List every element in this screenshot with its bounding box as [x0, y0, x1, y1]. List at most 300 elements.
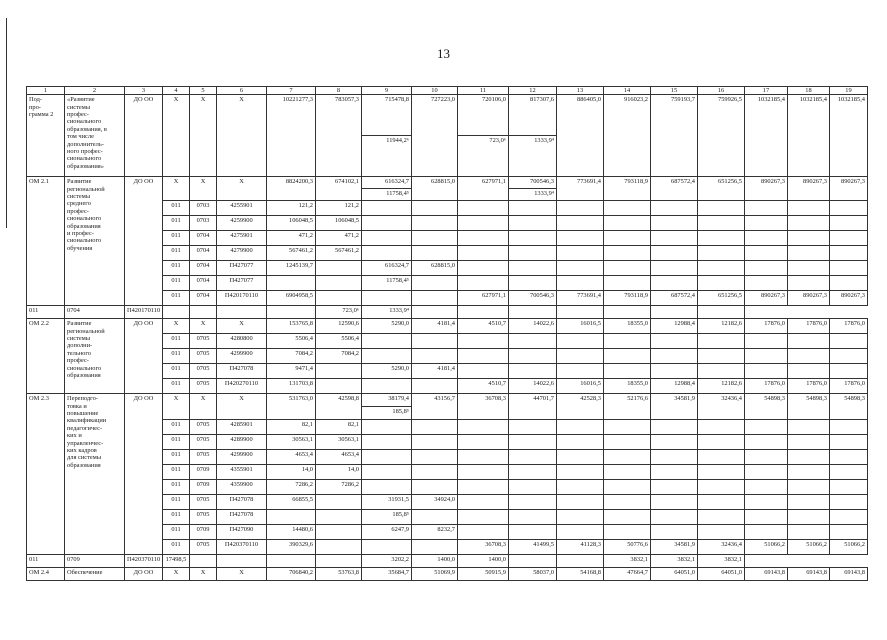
table-cell: 54898,3	[745, 394, 788, 420]
table-cell: 38179,4	[362, 394, 412, 407]
table-row	[27, 394, 868, 407]
table-cell	[509, 306, 557, 319]
table-row	[27, 95, 868, 136]
table-cell	[458, 480, 509, 495]
table-cell	[651, 510, 698, 525]
table-cell: 1333,9⁴	[509, 136, 557, 177]
table-cell: 916023,2	[604, 95, 651, 177]
table-cell	[458, 216, 509, 231]
table-cell: 14022,6	[509, 379, 557, 394]
table-cell: 54168,8	[557, 568, 604, 581]
table-cell	[557, 231, 604, 246]
table-cell: X	[190, 394, 217, 420]
table-cell: 1032185,4	[830, 95, 868, 177]
table-cell: 18355,0	[604, 379, 651, 394]
table-cell	[509, 246, 557, 261]
column-number: 11	[458, 87, 509, 95]
table-cell	[362, 291, 412, 306]
table-cell: 4279900	[217, 246, 267, 261]
column-number: 16	[698, 87, 745, 95]
table-cell	[651, 231, 698, 246]
table-cell	[698, 364, 745, 379]
table-cell: 14480,6	[267, 525, 316, 540]
table-cell: 51069,9	[412, 568, 458, 581]
table-cell	[509, 276, 557, 291]
table-cell: 153765,8	[267, 319, 316, 334]
table-cell: 4181,4	[412, 319, 458, 334]
table-cell	[412, 435, 458, 450]
table-cell: 651256,5	[698, 291, 745, 306]
table-cell	[830, 480, 868, 495]
table-cell: X	[217, 394, 267, 420]
table-cell: 7084,2	[316, 349, 362, 364]
column-number: 7	[267, 87, 316, 95]
table-cell	[604, 334, 651, 349]
budget-table	[26, 86, 868, 581]
table-cell	[651, 334, 698, 349]
table-cell	[788, 435, 830, 450]
table-cell: 886405,0	[557, 95, 604, 177]
table-cell: 17876,0	[788, 319, 830, 334]
table-cell: 36708,3	[458, 394, 509, 420]
table-cell	[458, 525, 509, 540]
table-cell: 3832,1	[651, 555, 698, 568]
table-cell: 42598,8	[316, 394, 362, 420]
table-cell: 011	[163, 201, 190, 216]
table-cell	[788, 231, 830, 246]
table-cell: X	[163, 177, 190, 201]
column-number: 9	[362, 87, 412, 95]
table-cell: 41499,5	[509, 540, 557, 555]
table-cell	[362, 216, 412, 231]
table-cell: 0709	[190, 480, 217, 495]
table-cell: 12182,6	[698, 319, 745, 334]
table-cell	[557, 334, 604, 349]
table-cell: 773691,4	[557, 291, 604, 306]
table-cell: 121,2	[316, 201, 362, 216]
table-cell: 759193,7	[651, 95, 698, 177]
table-cell	[745, 495, 788, 510]
table-cell	[557, 525, 604, 540]
table-cell: 706840,2	[267, 568, 316, 581]
table-cell	[509, 364, 557, 379]
table-cell: ДО ОО	[125, 568, 163, 581]
table-cell	[830, 349, 868, 364]
table-cell	[458, 306, 509, 319]
table-cell	[830, 276, 868, 291]
table-cell: 4289900	[217, 435, 267, 450]
table-cell: 817307,6	[509, 95, 557, 136]
table-cell: 616324,7	[362, 261, 412, 276]
table-cell: 16016,5	[557, 379, 604, 394]
table-cell: 890267,3	[745, 291, 788, 306]
table-label-cell: Переподго- товка и повышение квалификации педагогичес- ких и управленчес- ких кадров для системы образования	[65, 394, 125, 555]
table-cell: X	[217, 95, 267, 177]
table-cell: 700546,3	[509, 177, 557, 189]
table-cell	[316, 555, 362, 568]
table-cell	[509, 450, 557, 465]
table-cell	[745, 525, 788, 540]
table-cell: 793118,9	[604, 291, 651, 306]
table-cell: 11758,4⁵	[362, 276, 412, 291]
table-cell	[651, 525, 698, 540]
table-cell: 0704	[190, 276, 217, 291]
table-cell: 17876,0	[830, 379, 868, 394]
table-cell: 12988,4	[651, 319, 698, 334]
table-cell: 011	[163, 525, 190, 540]
table-cell: 0705	[190, 450, 217, 465]
table-cell: 12182,6	[698, 379, 745, 394]
table-cell: 890267,3	[788, 291, 830, 306]
table-label-cell: Обеспечение	[65, 568, 125, 581]
table-cell	[362, 480, 412, 495]
table-cell: 5290,0	[362, 364, 412, 379]
table-cell: 011	[163, 510, 190, 525]
table-cell	[412, 510, 458, 525]
table-cell: X	[163, 394, 190, 420]
table-cell: 51066,2	[830, 540, 868, 555]
table-cell	[788, 276, 830, 291]
table-cell	[604, 246, 651, 261]
table-cell: 011	[163, 349, 190, 364]
table-cell: 4299900	[217, 450, 267, 465]
table-cell	[698, 435, 745, 450]
table-cell	[830, 435, 868, 450]
table-cell: 185,8⁵	[362, 407, 412, 420]
table-cell	[557, 555, 604, 568]
table-cell: 32436,4	[698, 394, 745, 420]
table-cell	[412, 291, 458, 306]
table-cell	[458, 201, 509, 216]
table-label-cell: ОМ 2.4	[27, 568, 65, 581]
table-cell: 727223,0	[412, 95, 458, 177]
table-cell: 715478,8	[362, 95, 412, 136]
table-cell: 628815,0	[412, 177, 458, 201]
table-cell: 35684,7	[362, 568, 412, 581]
table-cell: 0704	[190, 231, 217, 246]
table-cell: 8824200,3	[267, 177, 316, 201]
table-cell: 54898,3	[830, 394, 868, 420]
table-cell	[412, 334, 458, 349]
table-cell: 011	[163, 435, 190, 450]
table-cell: П427090	[217, 525, 267, 540]
table-cell: 471,2	[267, 231, 316, 246]
table-cell	[651, 349, 698, 364]
table-cell: 759926,5	[698, 95, 745, 177]
table-cell: 53763,8	[316, 568, 362, 581]
table-cell: 9471,4	[267, 364, 316, 379]
table-cell	[788, 420, 830, 435]
table-cell: 783057,3	[316, 95, 362, 177]
table-cell: 471,2	[316, 231, 362, 246]
table-cell	[412, 349, 458, 364]
table-cell: 011	[163, 540, 190, 555]
table-cell	[509, 261, 557, 276]
table-cell: X	[163, 319, 190, 334]
table-cell	[557, 495, 604, 510]
table-cell	[509, 495, 557, 510]
table-cell	[698, 450, 745, 465]
column-number: 15	[651, 87, 698, 95]
table-cell	[604, 349, 651, 364]
table-cell: 17876,0	[830, 319, 868, 334]
table-cell: 723,0⁶	[458, 136, 509, 177]
table-cell	[458, 276, 509, 291]
table-cell	[604, 465, 651, 480]
table-cell	[698, 525, 745, 540]
table-cell	[412, 231, 458, 246]
table-cell	[651, 450, 698, 465]
table-cell: 616324,7	[362, 177, 412, 189]
table-cell	[651, 306, 698, 319]
table-cell: 628815,0	[412, 261, 458, 276]
table-cell: 011	[163, 291, 190, 306]
table-cell	[788, 480, 830, 495]
table-cell: 17876,0	[745, 379, 788, 394]
table-cell	[267, 306, 316, 319]
table-cell: 890267,3	[745, 177, 788, 201]
table-cell	[745, 216, 788, 231]
table-cell	[362, 231, 412, 246]
table-cell: 4181,4	[412, 364, 458, 379]
table-cell: 106048,5	[267, 216, 316, 231]
table-cell: 627971,1	[458, 291, 509, 306]
table-cell	[509, 216, 557, 231]
table-cell	[458, 450, 509, 465]
table-cell: 50776,6	[604, 540, 651, 555]
column-number: 12	[509, 87, 557, 95]
table-cell	[604, 306, 651, 319]
table-row	[27, 306, 868, 319]
table-cell	[745, 364, 788, 379]
table-cell	[745, 450, 788, 465]
table-cell	[557, 261, 604, 276]
table-cell: 390329,6	[267, 540, 316, 555]
table-cell: 36708,3	[458, 540, 509, 555]
table-cell: 82,1	[267, 420, 316, 435]
table-cell	[651, 216, 698, 231]
table-cell: 4255901	[217, 201, 267, 216]
table-cell	[412, 379, 458, 394]
table-cell: П427078	[217, 495, 267, 510]
table-cell	[362, 201, 412, 216]
table-cell: 793118,9	[604, 177, 651, 201]
table-cell	[362, 379, 412, 394]
table-cell: 10221277,3	[267, 95, 316, 177]
table-cell	[604, 435, 651, 450]
table-cell	[788, 261, 830, 276]
table-cell: ДО ОО	[125, 394, 163, 555]
table-cell	[362, 435, 412, 450]
table-cell: 1333,9⁴	[362, 306, 412, 319]
table-cell	[362, 465, 412, 480]
table-cell: 12590,6	[316, 319, 362, 334]
table-cell	[316, 261, 362, 276]
table-cell	[557, 276, 604, 291]
table-cell: 14022,6	[509, 319, 557, 334]
table-cell	[830, 246, 868, 261]
table-cell	[557, 364, 604, 379]
table-cell: 16016,5	[557, 319, 604, 334]
table-cell	[651, 276, 698, 291]
table-cell	[267, 276, 316, 291]
table-cell	[698, 349, 745, 364]
table-cell: 011	[163, 334, 190, 349]
table-cell	[316, 525, 362, 540]
table-cell: 567461,2	[316, 246, 362, 261]
table-cell: 5506,4	[316, 334, 362, 349]
table-cell	[830, 510, 868, 525]
table-cell: 0705	[190, 420, 217, 435]
table-cell	[604, 261, 651, 276]
table-cell: X	[217, 177, 267, 201]
table-cell: 30563,1	[316, 435, 362, 450]
table-label-cell: Развитие региональной системы дополни- тельного профес- сионального образования	[65, 319, 125, 394]
table-cell: 0704	[190, 291, 217, 306]
table-cell	[745, 435, 788, 450]
table-cell	[362, 540, 412, 555]
table-cell	[509, 435, 557, 450]
table-cell	[316, 379, 362, 394]
table-cell	[509, 334, 557, 349]
table-cell	[698, 510, 745, 525]
table-cell: П420170110	[125, 306, 163, 319]
table-label-cell: 0704	[65, 306, 125, 319]
table-cell: 4285901	[217, 420, 267, 435]
table-cell	[651, 465, 698, 480]
column-number: 5	[190, 87, 217, 95]
table-cell: 69143,8	[788, 568, 830, 581]
table-cell: П427077	[217, 261, 267, 276]
table-cell	[788, 246, 830, 261]
table-cell	[788, 201, 830, 216]
table-cell	[698, 216, 745, 231]
table-cell: 890267,3	[830, 177, 868, 201]
table-cell: 627971,1	[458, 177, 509, 201]
table-cell: П427078	[217, 364, 267, 379]
table-row	[27, 177, 868, 189]
table-cell: X	[190, 95, 217, 177]
table-cell: 17876,0	[745, 319, 788, 334]
table-cell	[412, 480, 458, 495]
table-cell	[557, 510, 604, 525]
table-cell: 41128,3	[557, 540, 604, 555]
table-cell	[412, 540, 458, 555]
table-cell: 011	[163, 420, 190, 435]
table-cell	[458, 495, 509, 510]
table-row	[27, 319, 868, 334]
table-cell: 5290,0	[362, 319, 412, 334]
table-cell	[745, 261, 788, 276]
table-cell	[651, 420, 698, 435]
table-label-cell: 011	[27, 306, 65, 319]
table-label-cell: ОМ 2.3	[27, 394, 65, 555]
table-cell	[362, 334, 412, 349]
table-cell	[745, 276, 788, 291]
table-cell: ДО ОО	[125, 319, 163, 394]
table-cell	[557, 246, 604, 261]
table-cell: П420370110	[217, 540, 267, 555]
table-cell	[509, 349, 557, 364]
table-cell: 18355,0	[604, 319, 651, 334]
table-row	[27, 568, 868, 581]
table-cell	[458, 246, 509, 261]
table-cell: 011	[163, 450, 190, 465]
table-cell: 51066,2	[788, 540, 830, 555]
table-cell	[509, 420, 557, 435]
table-cell	[830, 261, 868, 276]
table-cell: 7286,2	[316, 480, 362, 495]
column-number: 3	[125, 87, 163, 95]
table-cell	[745, 349, 788, 364]
table-cell	[557, 420, 604, 435]
table-cell: 54898,3	[788, 394, 830, 420]
table-cell: 0703	[190, 216, 217, 231]
table-cell	[604, 480, 651, 495]
table-cell	[745, 510, 788, 525]
table-cell	[267, 510, 316, 525]
table-cell: 12988,4	[651, 379, 698, 394]
table-body	[27, 95, 868, 581]
table-cell	[745, 465, 788, 480]
table-cell: 011	[163, 465, 190, 480]
table-cell	[698, 231, 745, 246]
table-cell	[412, 216, 458, 231]
table-cell: 011	[163, 216, 190, 231]
table-cell: 4355901	[217, 465, 267, 480]
table-cell	[316, 540, 362, 555]
table-cell	[604, 201, 651, 216]
table-cell: 14,0	[316, 465, 362, 480]
table-cell	[698, 420, 745, 435]
table-cell	[316, 276, 362, 291]
table-cell	[557, 465, 604, 480]
column-number: 2	[65, 87, 125, 95]
table-cell	[316, 510, 362, 525]
table-cell	[788, 450, 830, 465]
table-cell: 0703	[190, 201, 217, 216]
table-cell: 52176,6	[604, 394, 651, 420]
table-label-cell: 0709	[65, 555, 125, 568]
table-cell: 1032185,4	[745, 95, 788, 177]
table-cell: 567461,2	[267, 246, 316, 261]
table-cell	[557, 216, 604, 231]
column-number: 14	[604, 87, 651, 95]
table-cell	[509, 555, 557, 568]
table-cell	[557, 306, 604, 319]
table-cell: 7286,2	[267, 480, 316, 495]
table-cell	[788, 525, 830, 540]
table-cell: 0704	[190, 261, 217, 276]
table-cell	[698, 465, 745, 480]
column-number: 10	[412, 87, 458, 95]
table-cell: 69143,8	[745, 568, 788, 581]
table-cell: 011	[163, 246, 190, 261]
table-cell: X	[190, 319, 217, 334]
table-cell	[412, 420, 458, 435]
table-cell	[604, 231, 651, 246]
table-cell: 4275901	[217, 231, 267, 246]
table-cell	[412, 450, 458, 465]
table-cell	[698, 246, 745, 261]
table-cell: 773691,4	[557, 177, 604, 201]
table-cell	[412, 465, 458, 480]
table-cell: X	[190, 177, 217, 201]
table-cell	[830, 334, 868, 349]
table-cell	[458, 334, 509, 349]
table-cell	[557, 349, 604, 364]
table-cell: 64051,0	[698, 568, 745, 581]
